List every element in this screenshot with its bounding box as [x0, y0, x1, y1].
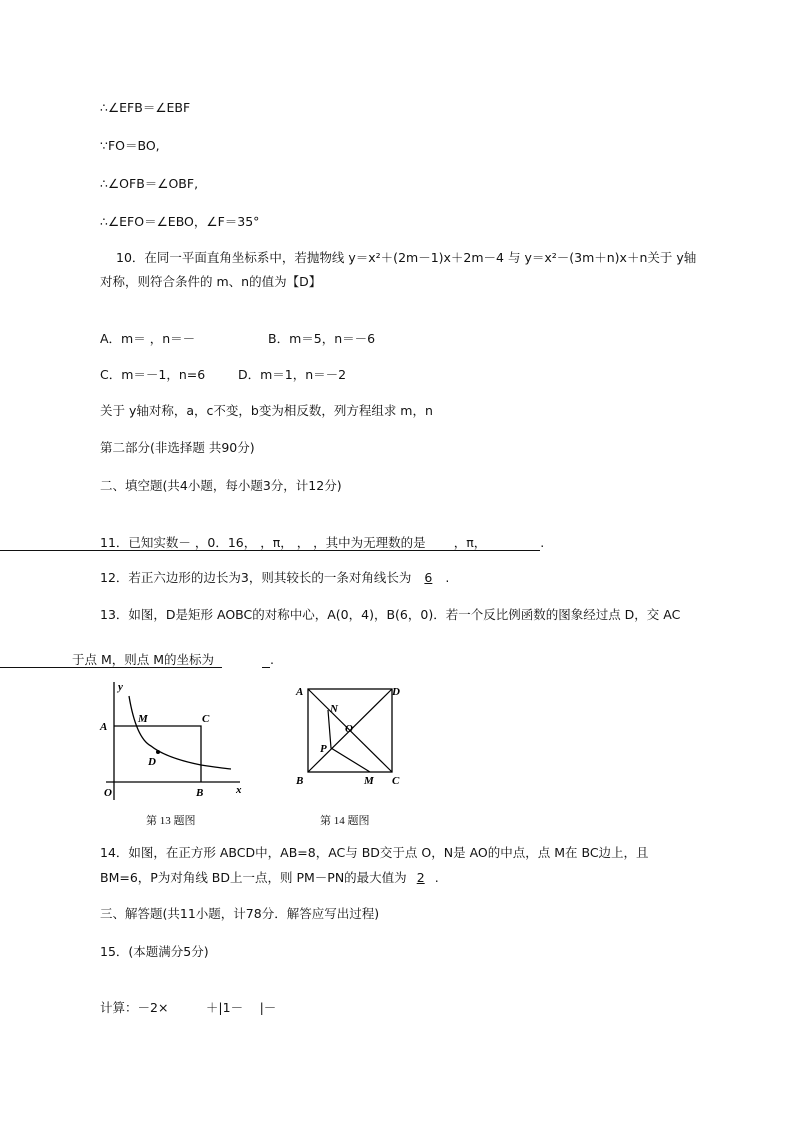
proof-line: ∵FO＝BO,: [100, 138, 160, 153]
figure-label: O: [345, 723, 353, 735]
figure-13: [96, 678, 246, 808]
proof-line: ∴∠OFB＝∠OBF,: [100, 176, 199, 191]
question-10-cont: 对称，则符合条件的 m、n的值为【D】: [100, 274, 322, 289]
figure-label: B: [296, 775, 304, 787]
figure-stroke: [129, 696, 231, 769]
figure-label: M: [138, 713, 148, 725]
figure-label: y: [118, 681, 123, 693]
figure-label: M: [364, 775, 374, 787]
answer-blank: [262, 653, 270, 668]
option-a: A．m＝ ，n＝－: [100, 331, 196, 346]
section-two-heading: 二、填空题(共4小题，每小题3分，计12分): [100, 478, 342, 493]
question-13: 13．如图，D是矩形 AOBC的对称中心，A(0，4)，B(6，0)．若一个反比例函数的图象经过点 D，交 AC: [100, 607, 681, 622]
option-d: D．m＝1，n＝－2: [238, 367, 347, 382]
period: .: [434, 870, 439, 885]
figure-stroke: [156, 750, 160, 754]
answer-blank: [526, 536, 540, 551]
proof-line: ∴∠EFO＝∠EBO，∠F＝35°: [100, 214, 260, 229]
question-13-cont: [72, 652, 274, 668]
question-14: 14．如图，在正方形 ABCD中，AB=8，AC与 BD交于点 O，N是 AO的中点，点 M在 BC边上，且: [100, 845, 649, 860]
calculation: 计算：－2× ＋|1－ |－: [100, 1000, 277, 1015]
q11-text: 11．已知实数－ ，0．16， ，π， ， ，其中为无理数的是: [100, 535, 426, 550]
q14-text: BM=6，P为对角线 BD上一点，则 PM－PN的最大值为: [100, 870, 407, 885]
period: .: [540, 535, 545, 550]
q12-answer: 6: [424, 570, 433, 585]
figure-stroke: [114, 726, 201, 782]
figure-label: x: [236, 784, 242, 796]
q12-text: 12．若正六边形的边长为3，则其较长的一条对角线长为: [100, 570, 412, 585]
section-three-heading: 三、解答题(共11小题，计78分．解答应写出过程): [100, 906, 380, 921]
q11-answer: ，π，: [453, 535, 487, 550]
figure-label: P: [320, 743, 327, 755]
figure-stroke: [328, 710, 370, 772]
figure-14-caption: 第 14 题图: [320, 815, 370, 827]
q14-answer: 2: [416, 870, 425, 885]
question-11: [100, 535, 544, 551]
question-14-cont: [100, 870, 439, 886]
figure-label: N: [330, 703, 338, 715]
figure-label: C: [392, 775, 400, 787]
figure-label: D: [148, 756, 156, 768]
figure-label: B: [196, 787, 204, 799]
part-two-heading: 第二部分(非选择题 共90分): [100, 440, 255, 455]
option-c: C．m＝－1，n=6: [100, 367, 206, 382]
q13-text: 于点 M，则点 M的坐标为: [72, 652, 215, 667]
proof-line: ∴∠EFB＝∠EBF: [100, 100, 191, 115]
figure-label: C: [202, 713, 210, 725]
period: .: [445, 570, 450, 585]
figure-label: A: [296, 686, 304, 698]
figure-label: D: [392, 686, 400, 698]
figure-13-caption: 第 13 题图: [146, 815, 196, 827]
option-b: B．m＝5，n＝－6: [268, 331, 376, 346]
solution-hint: 关于 y轴对称，a，c不变，b变为相反数，列方程组求 m，n: [100, 403, 433, 418]
figure-label: O: [104, 787, 112, 799]
figure-label: A: [100, 721, 108, 733]
question-15: 15．(本题满分5分): [100, 944, 209, 959]
figure-14: [290, 680, 410, 810]
question-12: [100, 570, 449, 586]
period: .: [270, 652, 275, 667]
question-10: 10．在同一平面直角坐标系中，若抛物线 y＝x²＋(2m－1)x＋2m－4 与 y＝x²－(3m＋n)x＋n关于 y轴: [116, 250, 697, 265]
